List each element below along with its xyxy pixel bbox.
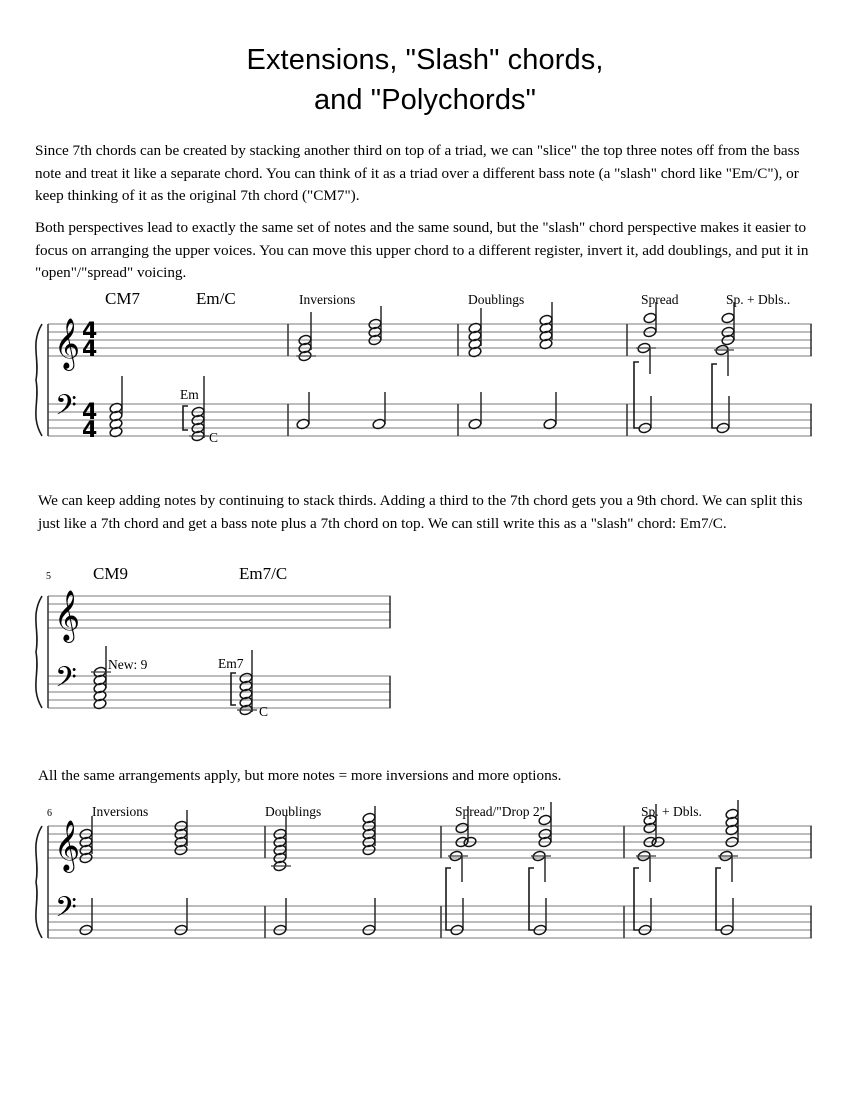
chord-label-cm9: CM9 (93, 564, 128, 583)
music-system-2 (0, 560, 440, 730)
measure-6-inversion-chord-a (79, 816, 93, 864)
paragraph-ninth-chords: We can keep adding notes by continuing to stack thirds. Adding a third to the 7th chord gets you a 9th chord. We can split this just like a 7th chord and get a bass note plus a 7th chord on top. We can still write this as a "slash" chord: Em7/C. (38, 492, 803, 532)
section-label-spread-doublings: Sp. + Dbls.. (726, 292, 791, 307)
measure-1-cm7-chord (109, 376, 123, 438)
measure-2-em-over-c-chord (183, 376, 209, 442)
measure-4-bass-note-a (468, 392, 482, 430)
paragraph-perspectives: Both perspectives lead to exactly the same set of notes and the same sound, but the "slash" chord perspective makes it easier to focus on arranging the upper voices. You can move this upper chord to a different register, invert it, add doublings, and put it in "open"/"spread" voicing. (35, 219, 809, 281)
annotation-new-9: New: 9 (108, 657, 148, 672)
system-brace (36, 826, 42, 938)
music-system-3 (0, 798, 850, 958)
chord-label-cm7: CM7 (105, 289, 140, 308)
system-1-notation (0, 288, 850, 458)
treble-clef-icon: 𝄞 (54, 590, 81, 641)
time-signature-bass-numerator: 4 (82, 400, 98, 425)
measure-4-doubling-chord-a (468, 308, 482, 358)
system-brace (36, 596, 42, 708)
chord-label-em7-over-c: Em7/C (239, 564, 288, 583)
time-signature-bass-denominator: 4 (82, 418, 98, 443)
treble-clef-icon: 𝄞 (54, 820, 81, 871)
time-signature-treble-numerator: 4 (82, 319, 98, 344)
section-label-doublings: Doublings (468, 292, 525, 307)
annotation-em7: Em7 (218, 656, 244, 671)
measure-3-bass-note-a (296, 392, 310, 430)
measure-6-inversion-chord-b (174, 810, 188, 856)
paragraph-intro: Since 7th chords can be created by stacking another third on top of a triad, we can "slice" the top three notes off from the bass note and treat it like a separate chord. You can think of it as a triad over a different bass note (a "slash" chord like "Em/C"), or keep thinking of it as the original 7th chord ("CM7"). (35, 142, 800, 204)
measure-9-spread-doubling-chord-b (716, 800, 739, 930)
annotation-c: C (209, 430, 219, 445)
system-3-notation (0, 798, 850, 958)
measure-4-bass-note-b (543, 392, 557, 430)
chord-label-em-over-c: Em/C (196, 289, 236, 308)
measure-4-doubling-chord-b (539, 302, 553, 350)
treble-clef-icon: 𝄞 (54, 318, 81, 369)
system-brace (36, 324, 42, 436)
time-signature-treble-denominator: 4 (82, 337, 98, 362)
section-label-inversions: Inversions (299, 292, 356, 307)
system-2-notation (0, 560, 440, 730)
section-label-inversions: Inversions (92, 804, 149, 819)
bass-clef-icon: 𝄢 (55, 891, 77, 931)
treble-staff-lines (48, 324, 812, 356)
annotation-c-bass: C (259, 704, 269, 719)
measure-number-5: 5 (46, 571, 51, 582)
measure-8-spread-chord-b (529, 802, 552, 930)
measure-number-6: 6 (47, 808, 52, 819)
measure-7-doubling-chord-a (271, 816, 291, 872)
measure-5-spread-chord (634, 302, 657, 428)
measure-7-doubling-chord-b (362, 806, 376, 856)
measure-3-bass-note-b (372, 392, 386, 430)
section-label-spread-doublings: Sp. + Dbls. (641, 804, 702, 819)
measure-3-inversion-chord-a (296, 312, 316, 362)
annotation-em: Em (180, 387, 199, 402)
section-label-spread: Spread (641, 292, 679, 307)
page-title (0, 40, 850, 120)
treble-staff-lines (48, 596, 391, 628)
title-line-1: Extensions, "Slash" chords, (246, 44, 604, 76)
measure-9-spread-doubling-chord-a (634, 804, 665, 930)
music-system-1 (0, 288, 850, 458)
section-label-doublings: Doublings (265, 804, 322, 819)
bass-clef-icon: 𝄢 (55, 389, 77, 429)
measure-6-spread-doubling-chord (712, 302, 735, 428)
bass-staff-lines (48, 404, 812, 436)
bass-staff-lines (48, 906, 812, 938)
title-line-2: and "Polychords" (313, 84, 537, 116)
paragraph-arrangements: All the same arrangements apply, but more notes = more inversions and more options. (38, 767, 562, 784)
section-label-spread-drop2: Spread/"Drop 2" (455, 804, 546, 819)
measure-8-spread-chord-a (446, 806, 477, 930)
bass-clef-icon: 𝄢 (55, 661, 77, 701)
treble-staff-lines (48, 826, 812, 858)
